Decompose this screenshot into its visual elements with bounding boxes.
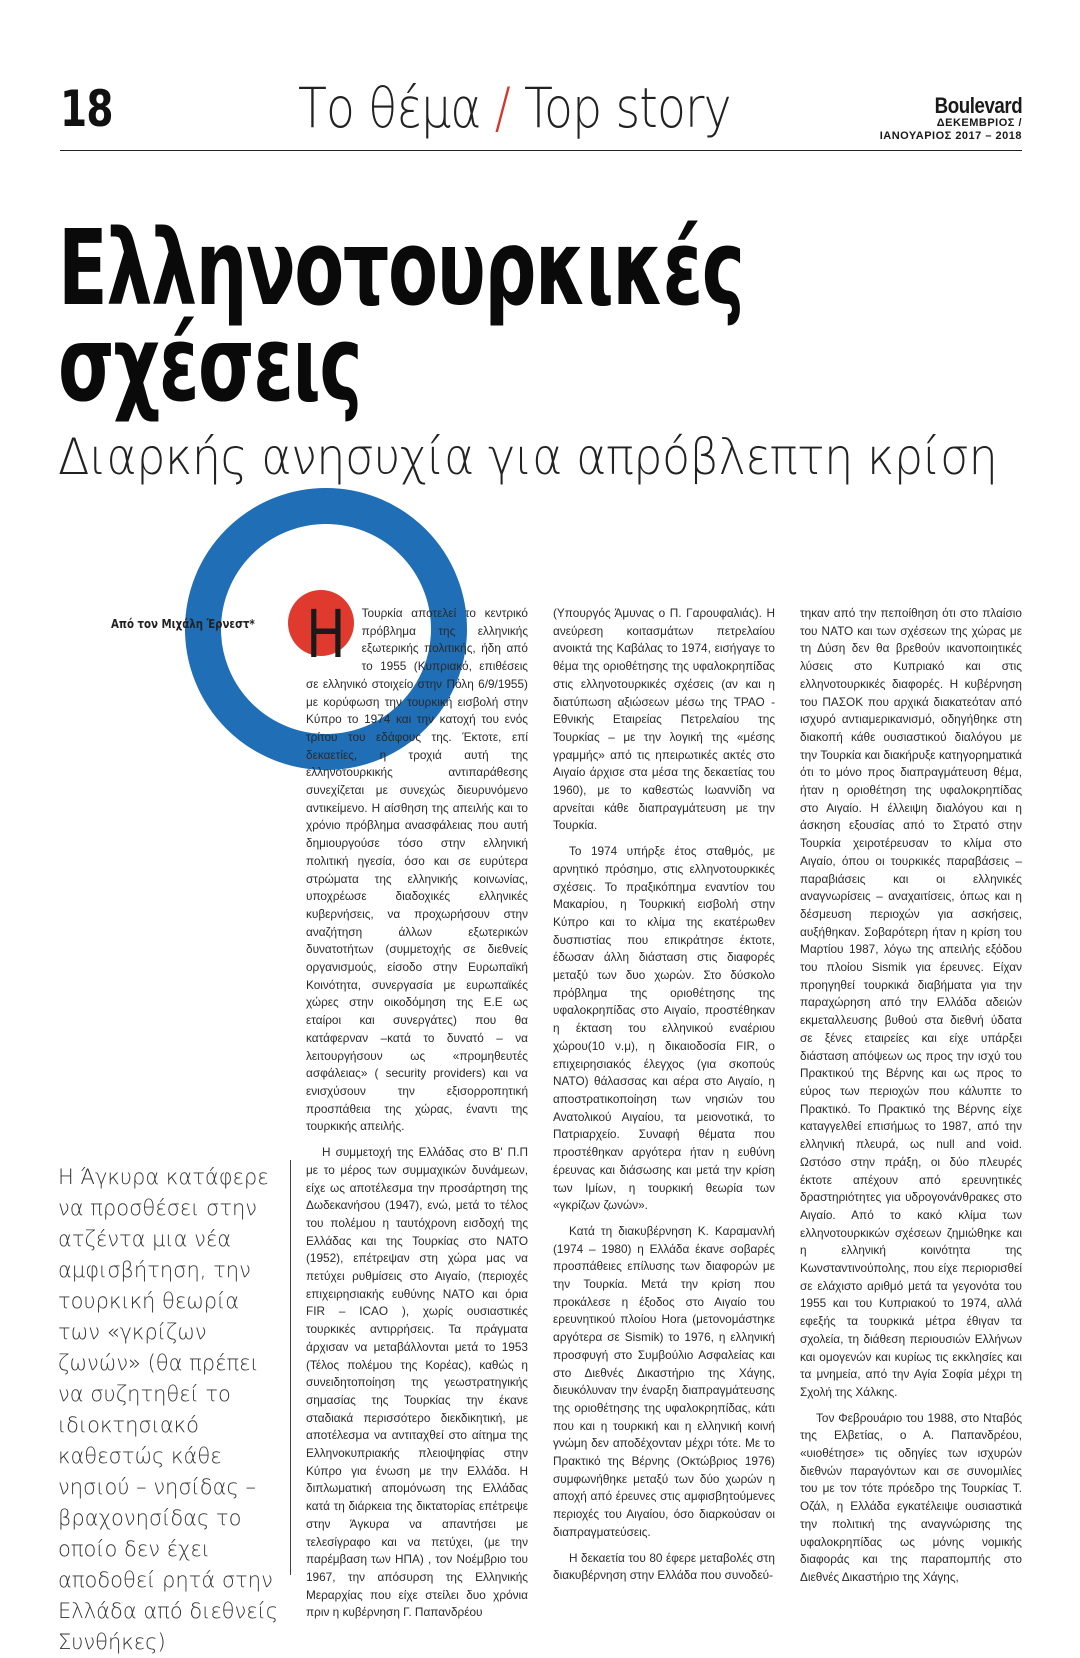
issue-date-line1: ΔΕΚΕΜΒΡΙΟΣ /: [936, 117, 1022, 129]
article-column-3: [800, 605, 1022, 1587]
article-title-line2: σχέσεις: [58, 303, 362, 425]
article-column-1: [306, 596, 528, 1622]
drop-cap: Η: [306, 596, 346, 673]
section-label: Το θέμα: [298, 76, 481, 140]
section-label-en: Top story: [524, 76, 731, 140]
paragraph: Τον Φεβρουάριο του 1988, στο Νταβός της Ελβετίας, ο Α. Παπανδρέου, «υιοθέτησε» τις οδηγίες των ισχυρών διεθνών παραγόντων και σε συνομιλίες του με τον τότε πρόεδρο της Τουρκίας Τ. Οζάλ, η Ελλάδα εγκατέλειψε ουσιαστικά την πολιτική της αναγνώρισης της υφαλοκρηπίδας ως μόνης νομικής διαφοράς και της παραπομπής στο Διεθνές Δικαστήριο της Χάγης,: [800, 1410, 1022, 1584]
paragraph: Κατά τη διακυβέρνηση Κ. Καραμανλή (1974 – 1980) η Ελλάδα έκανε σοβαρές προσπάθειες επίλυσης των διαφορών με την Τουρκία. Μετά την κρίση που προκάλεσε η έξοδος στο Αιγαίο του ερευνητικού πλοίου Hora (μετονομάστηκε αργότερα σε Sismik) το 1976, η ελληνική προσφυγή στο Συμβούλιο Ασφαλείας και στο Διεθνές Δικαστήριο της Χάγης, διευκόλυναν την έναρξη διαπραγμάτευσης της οριοθέτησης της υφαλοκρηπίδας, κάτι που και η τουρκική και η ελληνική κοινή γνώμη δεν αποδέχονταν μέχρι τότε. Με το Πρακτικό της Βέρνης (Οκτώβριος 1976) συμφωνήθηκε μεταξύ των δύο χωρών η αποχή από έρευνες στις αμφισβητούμενες περιοχές του Αιγαίου, όσο διαρκούσαν οι διαπραγματεύσεις.: [553, 1223, 775, 1539]
issue-date-line2: ΙΑΝΟΥΑΡΙΟΣ 2017 – 2018: [879, 130, 1022, 142]
article-subtitle: Διαρκής ανησυχία για απρόβλεπτη κρίση: [58, 428, 998, 486]
section-slash: /: [494, 76, 510, 140]
paragraph: (Υπουργός Άμυνας ο Π. Γαρουφαλιάς). Η ανεύρεση κοιτασμάτων πετρελαίου ανοικτά της Καβάλας το 1974, εισήγαγε το θέμα της οριοθέτησης της υφαλοκρηπίδας στις ελληνοτουρκικές σχέσεις (αν και η διατύπωση αξιώσεων μέσω της ΤΡΑΟ - Εθνικής Εταιρείας Πετρελαίου της Τουρκίας – με την λογική της «μέσης γραμμής» από τις ηπειρωτικές ακτές στο Αιγαίο άρχισε στα μέσα της δεκαετίας του 1960), με το καθεστώς Ιωαννίδη να αρνείται κάθε διαπραγμάτευση με την Τουρκία.: [553, 606, 775, 833]
article-column-2: [553, 605, 775, 1585]
page-number: 18: [60, 80, 113, 138]
paragraph: Το 1974 υπήρξε έτος σταθμός, με αρνητικό πρόσημο, στις ελληνοτουρκικές σχέσεις. Το πραξικόπημα εναντίον του Μακαρίου, η Τουρκική εισβολή στην Κύπρο και το κλίμα της εκατέρωθεν δυσπιστίας που επικράτησε έκτοτε, έδωσαν άλλη διάσταση στις διαφορές μεταξύ των δυο χωρών. Στο δύσκολο πρόβλημα της οριοθέτησης της υφαλοκρηπίδας στο Αιγαίο, προστέθηκαν η έκταση του ελληνικού εναέριου χώρου(10 ν.μ), η δικαιοδοσία FIR, ο επιχειρησιακός έλεγχος (για σκοπούς ΝΑΤΟ) θάλασσας και αέρα στο Αιγαίο, η αποστρατικοποίηση των νησιών του Ανατολικού Αιγαίου, τα μειονοτικά, το Πατριαρχείο. Συναφή θέματα που προστέθηκαν αργότερα ήταν η ευθύνη έρευνας και διάσωσης και μετά την κρίση των Ιμίων, η τουρκική θεωρία των «γκρίζων ζωνών».: [553, 844, 775, 1213]
paragraph: [306, 596, 528, 1136]
article-title: [58, 207, 744, 425]
paragraph: τηκαν από την πεποίθηση ότι στο πλαίσιο του ΝΑΤΟ και των σχέσεων της χώρας με τη Δύση δεν θα βρεθούν ικανοποιητικές λύσεις στο Κυπριακό και στις ελληνοτουρκικές διαφορές. Η κυβέρνηση του ΠΑΣΟΚ που αρχικά διακατεόταν από ισχυρό αντιαμερικανισμό, οδηγήθηκε στη διακοπή κάθε ουσιαστικού διαλόγου με την Τουρκία και διακήρυξε κατηγορηματικά ότι το μόνο προς διαπραγμάτευση θέμα, ήταν η οριοθέτηση της υφαλοκρηπίδας στο Αιγαίο. Η έλλειψη διαλόγου και η άσκηση εξουσίας από το Στρατό στην Τουρκία χειροτέρευσαν το κλίμα στο Αιγαίο, όπου οι τουρκικές παραβάσεις – παραβιάσεις και οι ελληνικές αναγνωρίσεις – αναχαιτίσεις, όπως και η δέσμευση περιοχών για ασκήσεις, αυξήθηκαν. Σοβαρότερη ήταν η κρίση του Μαρτίου 1987, λόγω της απειλής εξόδου του πλοίου Sismik για έρευνες. Είχαν προηγηθεί τουρκικά διαβήματα για την παραχώρηση από την Ελλάδα αδειών εκμεταλλευσης βυθού στα διεθνή ύδατα σε ξένες εταιρείες και είχε υπάρξει διάσταση απόψεων ως προς την ισχύ του Πρακτικού της Βέρνης και ως προς το εύρος των περιοχών που κάλυπτε το Πρακτικό. Το Πρακτικό της Βέρνης είχε καταγγελθεί επισήμως το 1987, από την ελληνική πλευρά, ως null and void. Ωστόσο στην πράξη, οι δύο πλευρές έκτοτε απέχουν από ερευνητικές δραστηριότητες για υδρογονάνθρακες στο Αιγαίο. Από το κακό κλίμα των ελληνοτουρκικών σχέσεων ζημιώθηκε και η ελληνική κοινότητα της Κωνσταντινούπολης, που είχε περιορισθεί σε ελάχιστο αριθμό μετά τα γεγονότα του 1955 και του Κυπριακού το 1974, αλλά εφεξής τα τουρκικά μέτρα έθιγαν τα σχολεία, τη διάθεση περιουσιών Ελλήνων και ομογενών και κυρίως τις εκκλησίες και τα μνημεία, από την Αγία Σοφία μέχρι τη Σχολή της Χάλκης.: [800, 606, 1022, 1399]
header-divider: [60, 150, 1022, 151]
pull-quote-divider: [290, 1160, 291, 1575]
paragraph: Η δεκαετία του 80 έφερε μεταβολές στη διακυβέρνηση στην Ελλάδα που συνοδεύ-: [553, 1550, 775, 1583]
masthead: [880, 95, 1022, 143]
pull-quote: Η Άγκυρα κατάφερε να προσθέσει στην ατζέντα μια νέα αμφισβήτηση, την τουρκική θεωρία των «γκρίζων ζωνών» (θα πρέπει να συζητηθεί το ιδιοκτησιακό καθεστώς κάθε νησιού – νησίδας – βραχονησίδας το οποίο δεν έχει αποδοθεί ρητά στην Ελλάδα από διεθνείς Συνθήκες): [58, 1165, 279, 1654]
paragraph-text: Τουρκία αποτελεί το κεντρικό πρόβλημα της ελληνικής εξωτερικής πολιτικής, ήδη από το 1955 (Κυπριακό, επιθέσεις σε ελληνικό στοιχείο στην Πόλη 6/9/1955) με κορύφωση την τουρκική εισβολή στην Κύπρο το 1974 και την κατοχή του ενός τρίτου του εδάφους της. Έκτοτε, επί δεκαετίες, η τροχιά αυτή της ελληνοτουρκικής αντιπαράθεσης συνεχίζεται με συνεχώς διευρυνόμενο αντικείμενο. Η αίσθηση της απειλής και το χρόνιο πρόβλημα ανασφάλειας που αυτή δημιουργούσε τόσο στην ελληνική πολιτική ηγεσία, όσο και σε ευρύτερα στρώματα της ελληνικής κοινωνίας, υποχρέωσε διαδοχικές ελληνικές κυβερνήσεις, να προχωρήσουν στην αναζήτηση άλλων εξωτερικών δυνατοτήτων (συμμετοχής σε διεθνείς οργανισμούς, είσοδο στην Ευρωπαϊκή Κοινότητα, συνεργασία με ευρωπαϊκές χώρες στην οικοδόμηση της Ε.Ε ως εταίροι και συνεργάτες) που θα κατάφερναν –κατά το δυνατό – να λειτουργήσουν ως «προμηθευτές ασφάλειας» ( security providers) και να ενισχύσουν την εξισορροπητική προσπάθεια της χώρας, έναντι της τουρκικής απειλής.: [306, 606, 528, 1134]
section-title: [298, 76, 731, 140]
brand-logo: Boulevard: [934, 93, 1022, 118]
paragraph: Η συμμετοχή της Ελλάδας στο Β' Π.Π με το μέρος των συμμαχικών δυνάμεων, είχε ως αποτέλεσμα την προσάρτηση της Δωδεκανήσου (1947), ενώ, μετά το τέλος του πολέμου η ταυτόχρονη εισδοχή της Ελλάδας και της Τουρκίας στο ΝΑΤΟ (1952), επέτρεψαν στη χώρα μας να πετύχει ρυθμίσεις στο Αιγαίο, (περιοχές επιχειρησιακής ευθύνης ΝΑΤΟ και όρια FIR – ICAO ), χωρίς ουσιαστικές τουρκικές αντιρρήσεις. Τα πράγματα άρχισαν να μεταβάλλονται μετά το 1953 (Τέλος πολέμου της Κορέας), καθώς η συνειδητοποίηση της γεωστρατηγικής σημασίας της Τουρκίας την έκανε σταδιακά περισσότερο διεκδικητική, με αποτέλεσμα να αντιταχθεί στο αίτημα της Ελληνοκυπριακής πλειοψηφίας στην Κύπρο για ένωση με την Ελλάδα. Η διπλωματική απομόνωση της Ελλάδας κατά τη διάρκεια της δικτατορίας επέτρεψε στην Άγκυρα να απαντήσει με τελεσίγραφο και να πετύχει, (με την παρέμβαση των ΗΠΑ) , τον Νοέμβριο του 1967, την απόσυρση της Ελληνικής Μεραρχίας που είχε στείλει δυο χρόνια πριν η κυβέρνηση Γ. Παπανδρέου: [306, 1145, 528, 1620]
byline: Από τον Μιχάλη Έρνεστ*: [111, 617, 255, 631]
article-title-line1: Ελληνοτουρκικές: [58, 207, 744, 329]
